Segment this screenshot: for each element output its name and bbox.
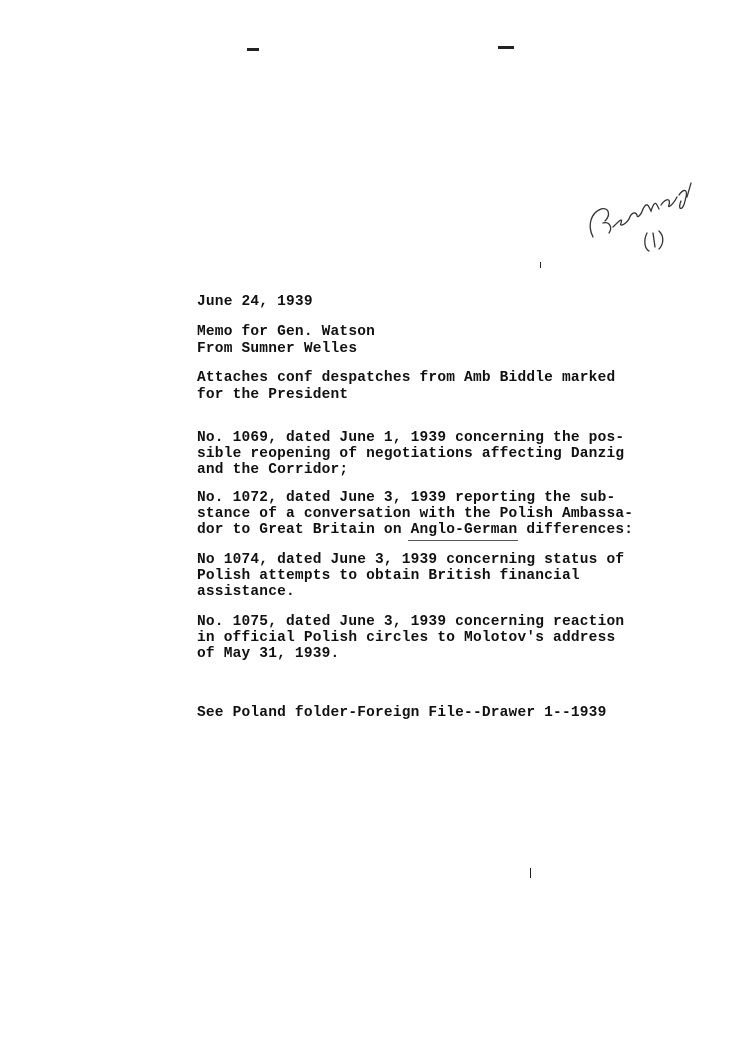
despatch-1072-line: No. 1072, dated June 3, 1939 reporting the sub- (197, 490, 616, 506)
despatch-1069-line: and the Corridor; (197, 462, 349, 478)
despatch-1074-line: assistance. (197, 584, 295, 600)
top-right-mark (498, 46, 514, 49)
top-left-mark (247, 48, 259, 51)
despatch-1075-line: No. 1075, dated June 3, 1939 concerning reaction (197, 614, 625, 630)
underline-mark (408, 540, 518, 541)
memo-date: June 24, 1939 (197, 294, 313, 310)
despatch-1072-line: stance of a conversation with the Polish Ambassa- (197, 506, 634, 522)
memo-intro-line: Attaches conf despatches from Amb Biddle marked (197, 370, 616, 386)
memo-intro-line: for the President (197, 387, 349, 403)
despatch-1069-line: No. 1069, dated June 1, 1939 concerning the pos- (197, 430, 625, 446)
handwritten-annotation (585, 175, 715, 255)
despatch-1075-line: in official Polish circles to Molotov's address (197, 630, 616, 646)
memo-sender: From Sumner Welles (197, 341, 358, 357)
despatch-1074-line: Polish attempts to obtain British financial (197, 568, 580, 584)
file-reference: See Poland folder-Foreign File--Drawer 1--1939 (197, 705, 607, 721)
despatch-1074-line: No 1074, dated June 3, 1939 concerning status of (197, 552, 625, 568)
stray-mark (540, 262, 541, 268)
despatch-1072-line: dor to Great Britain on Anglo-German differences: (197, 522, 634, 538)
despatch-1069-line: sible reopening of negotiations affecting Danzig (197, 446, 625, 462)
despatch-1075-line: of May 31, 1939. (197, 646, 340, 662)
stray-mark (530, 868, 531, 878)
memo-recipient: Memo for Gen. Watson (197, 324, 376, 340)
